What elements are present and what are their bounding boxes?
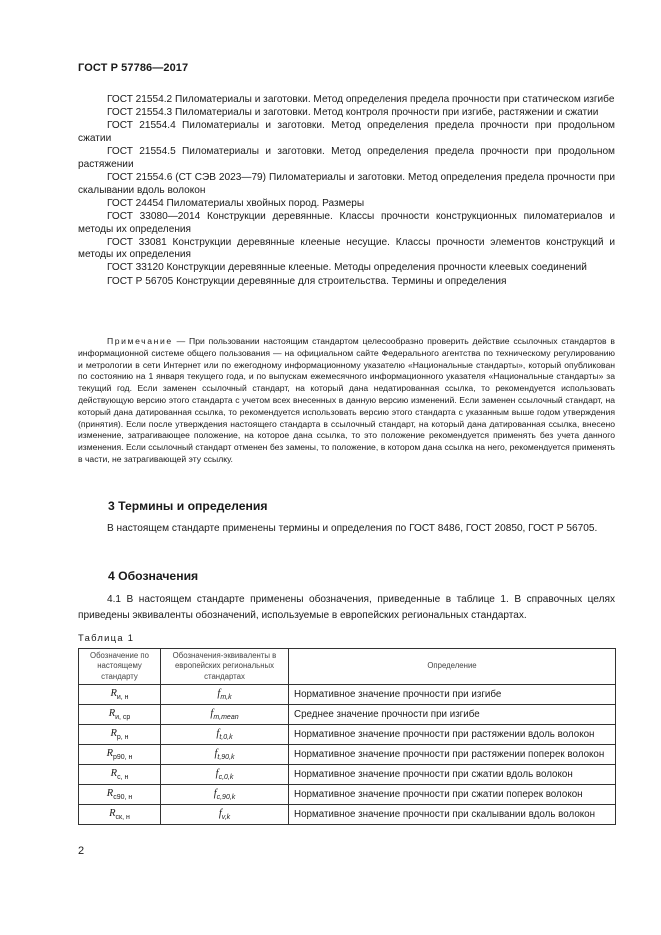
table-row xyxy=(79,745,616,765)
symbol-main: R xyxy=(106,747,113,759)
symbol-subscript: ск, н xyxy=(115,814,130,822)
reference-item: ГОСТ 21554.2 Пиломатериалы и заготовки. Метод определения предела прочности при статическом изгибе xyxy=(107,94,615,105)
symbol-subscript: с90, н xyxy=(113,794,133,802)
equivalent-cell xyxy=(161,725,289,745)
table-row xyxy=(79,765,616,785)
header-designation: Обозначение по настоящему стандарту xyxy=(79,649,161,685)
symbol-subscript: р90, н xyxy=(112,754,133,762)
symbol-main: R xyxy=(108,707,116,719)
symbol-subscript: и, н xyxy=(116,694,129,702)
reference-item: ГОСТ Р 56705 Конструкции деревянные для строительства. Термины и определения xyxy=(107,275,507,287)
table-row xyxy=(79,805,616,825)
definition-cell: Среднее значение прочности при изгибе xyxy=(289,705,616,725)
equivalent-cell xyxy=(161,805,289,825)
reference-item: ГОСТ 21554.6 (СТ СЭВ 2023—79) Пиломатериалы и заготовки. Метод определения предела прочности при скалывании вдоль волокон xyxy=(78,171,615,196)
symbols-table xyxy=(78,648,616,825)
section-3-heading: 3 Термины и определения xyxy=(108,499,268,513)
reference-item: ГОСТ 33080—2014 Конструкции деревянные. Классы прочности конструкционных пиломатериалов и методы их определения xyxy=(78,210,615,235)
definition-cell: Нормативное значение прочности при сжатии поперек волокон xyxy=(289,785,616,805)
equivalent-main: f xyxy=(218,807,222,819)
table-body xyxy=(79,685,616,825)
table-row xyxy=(79,705,616,725)
equivalent-main: f xyxy=(217,687,221,699)
symbol-cell xyxy=(79,785,161,805)
symbol-main: R xyxy=(106,787,114,799)
equivalent-main: f xyxy=(214,747,218,759)
equivalent-cell xyxy=(161,685,289,705)
table-caption: Таблица 1 xyxy=(78,632,135,643)
equivalent-cell xyxy=(161,745,289,765)
equivalent-main: f xyxy=(210,707,214,719)
symbol-cell xyxy=(79,705,161,725)
page-number: 2 xyxy=(78,845,85,857)
equivalent-cell xyxy=(161,765,289,785)
symbol-subscript: и, ср xyxy=(115,714,131,722)
equivalent-main: f xyxy=(216,727,220,739)
note-text: — При пользовании настоящим стандартом целесообразно проверить действие ссылочных стандартов в информационной системе общего пользования — на официальном сайте Федерального агентства по техническому регулированию и метрологии в сети Интернет или по ежегодному информационному указателю «Национальные стандарты», который опубликован по состоянию на 1 января текущего года, и по выпускам ежемесячного информационного указателя «Национальные стандарты» за текущий год. Если заменен ссылочный стандарт, на который дана недатированная ссылка, то рекомендуется использовать действующую версию этого стандарта с учетом всех внесенных в данную версию изменений. Если заменен ссылочный стандарт, на который дана датированная ссылка, то рекомендуется использовать версию этого стандарта с указанным выше годом утверждения (принятия). Если после утверждения настоящего стандарта в ссылочный стандарт, на который дана датированная ссылка, внесено изменение, затрагивающее положение, на которое дана ссылка, то это положение рекомендуется применять без учета данного изменения. Если ссылочный стандарт отменен без замены, то положение, в котором дана ссылка на него, рекомендуется применять в части, не затрагивающей эту ссылку. xyxy=(78,336,615,464)
reference-item: ГОСТ 33120 Конструкции деревянные клееные. Методы определения прочности клеевых соединений xyxy=(107,262,587,274)
reference-item: ГОСТ 21554.4 Пиломатериалы и заготовки. Метод определения предела прочности при продольном сжатии xyxy=(78,120,615,144)
symbol-main: R xyxy=(110,687,117,699)
equivalent-subscript: m,mean xyxy=(213,714,239,722)
equivalent-subscript: v,k xyxy=(221,814,231,822)
symbol-main: R xyxy=(110,727,117,739)
definition-cell: Нормативное значение прочности при растяжении поперек волокон xyxy=(289,745,616,765)
equivalent-subscript: c,90,k xyxy=(216,794,236,802)
symbol-main: R xyxy=(110,767,118,779)
symbol-cell xyxy=(79,805,161,825)
note-paragraph xyxy=(78,336,615,466)
definition-cell: Нормативное значение прочности при растяжении вдоль волокон xyxy=(289,725,616,745)
symbol-main: R xyxy=(109,807,116,819)
header-definition: Определение xyxy=(289,649,616,685)
table-row xyxy=(79,685,616,705)
symbol-cell xyxy=(79,745,161,765)
symbol-subscript: р, н xyxy=(116,734,129,742)
symbol-cell xyxy=(79,725,161,745)
note-label: Примечание xyxy=(107,336,173,346)
equivalent-subscript: t,0,k xyxy=(219,734,233,742)
equivalent-subscript: t,90,k xyxy=(217,754,235,762)
normative-references-list xyxy=(78,94,615,289)
definition-cell: Нормативное значение прочности при скалывании вдоль волокон xyxy=(289,805,616,825)
table-row xyxy=(79,725,616,745)
equivalent-main: f xyxy=(213,787,217,799)
equivalent-subscript: c,0,k xyxy=(218,774,234,782)
symbol-subscript: с, н xyxy=(117,774,129,782)
table-header-row xyxy=(79,649,616,685)
equivalent-cell xyxy=(161,705,289,725)
symbol-cell xyxy=(79,765,161,785)
equivalent-main: f xyxy=(215,767,219,779)
table-row xyxy=(79,785,616,805)
symbol-cell xyxy=(79,685,161,705)
section-3-text: В настоящем стандарте применены термины и определения по ГОСТ 8486, ГОСТ 20850, ГОСТ Р 56705. xyxy=(107,523,598,534)
definition-cell: Нормативное значение прочности при изгибе xyxy=(289,685,616,705)
reference-item: ГОСТ 21554.5 Пиломатериалы и заготовки. Метод определения предела прочности при продольном растяжении xyxy=(78,146,615,170)
document-header: ГОСТ Р 57786—2017 xyxy=(78,62,189,74)
equivalent-subscript: m,k xyxy=(220,694,232,702)
header-equivalents: Обозначения-эквиваленты в европейских региональных стандартах xyxy=(161,649,289,685)
reference-item: ГОСТ 21554.3 Пиломатериалы и заготовки. Метод контроля прочности при изгибе, растяжении и сжатии xyxy=(107,107,599,119)
reference-item: ГОСТ 33081 Конструкции деревянные клееные несущие. Классы прочности элементов конструкций и методы их определения xyxy=(78,236,615,261)
reference-item: ГОСТ 24454 Пиломатериалы хвойных пород. Размеры xyxy=(107,197,365,209)
definition-cell: Нормативное значение прочности при сжатии вдоль волокон xyxy=(289,765,616,785)
equivalent-cell xyxy=(161,785,289,805)
section-4-heading: 4 Обозначения xyxy=(108,569,199,583)
section-4-text: 4.1 В настоящем стандарте применены обозначения, приведенные в таблице 1. В справочных целях приведены эквиваленты обозначений, используемые в европейских региональных стандартах. xyxy=(78,594,615,621)
